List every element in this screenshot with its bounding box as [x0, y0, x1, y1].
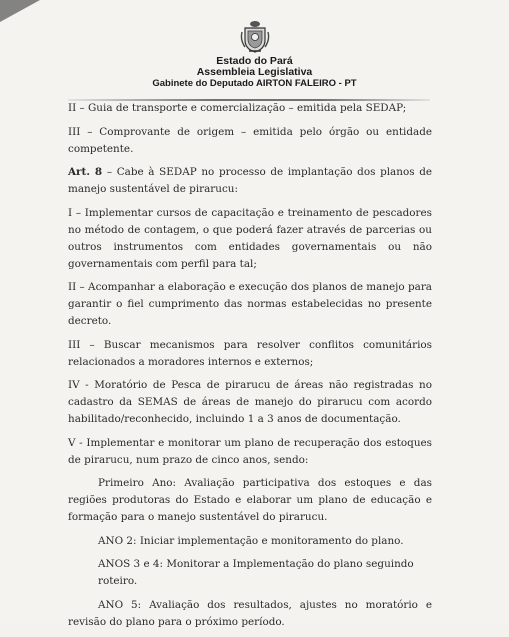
- article-8-item-v: V - Implementar e monitorar um plano de recuperação dos estoques de pirarucu, num prazo de cinco anos, sendo:: [68, 436, 432, 466]
- item-ii-transport-guide: II – Guia de transporte e comercialização – emitida pela SEDAP;: [68, 102, 407, 114]
- article-8-item-iii: III – Buscar mecanismos para resolver conflitos comunitários relacionados a moradores internos e externos;: [68, 338, 432, 368]
- plan-year-5: ANO 5: Avaliação dos resultados, ajustes no moratório e revisão do plano para o próximo período.: [68, 598, 432, 628]
- article-8-label: Art. 8: [68, 166, 103, 178]
- plan-year-2: ANO 2: Iniciar implementação e monitoramento do plano.: [98, 534, 404, 547]
- article-8-item-ii: II – Acompanhar a elaboração e execução dos planos de manejo para garantir o fiel cumprimento das normas estabelecidas no presente decreto.: [68, 281, 432, 327]
- article-8-text: – Cabe à SEDAP no processo de implantação dos planos de manejo sustentável de pirarucu:: [68, 166, 432, 195]
- article-8-item-i: I – Implementar cursos de capacitação e treinamento de pescadores no método de contagem, o que poderá fazer através de parcerias ou outros instrumentos com entidades governamentais ou não governamentais com perfil para tal;: [68, 206, 432, 270]
- assembly-name: Assembleia Legislativa: [196, 66, 313, 78]
- state-name: Estado do Pará: [216, 55, 293, 67]
- item-iii-origin-proof: III – Comprovante de origem – emitida pelo órgão ou entidade competente.: [68, 125, 432, 155]
- document-body: [68, 100, 432, 637]
- letterhead: [0, 20, 509, 89]
- plan-years-3-4: ANOS 3 e 4: Monitorar a Implementação do plano seguindo roteiro.: [98, 558, 414, 587]
- article-8: [68, 164, 432, 198]
- state-coat-of-arms-icon: [240, 20, 270, 54]
- article-8-item-iv: IV - Moratório de Pesca de pirarucu de áreas não registradas no cadastro da SEMAS de áreas de manejo do pirarucu com acordo habilitado/reconhecido, incluindo 1 a 3 anos de documentação.: [68, 379, 432, 425]
- plan-year-1: Primeiro Ano: Avaliação participativa dos estoques e das regiões produtoras do Estado e elaborar um plano de educação e formação para o manejo sustentável do pirarucu.: [68, 477, 432, 523]
- office-name: Gabinete do Deputado AIRTON FALEIRO - PT: [152, 78, 357, 89]
- page-corner-fold: [0, 0, 40, 22]
